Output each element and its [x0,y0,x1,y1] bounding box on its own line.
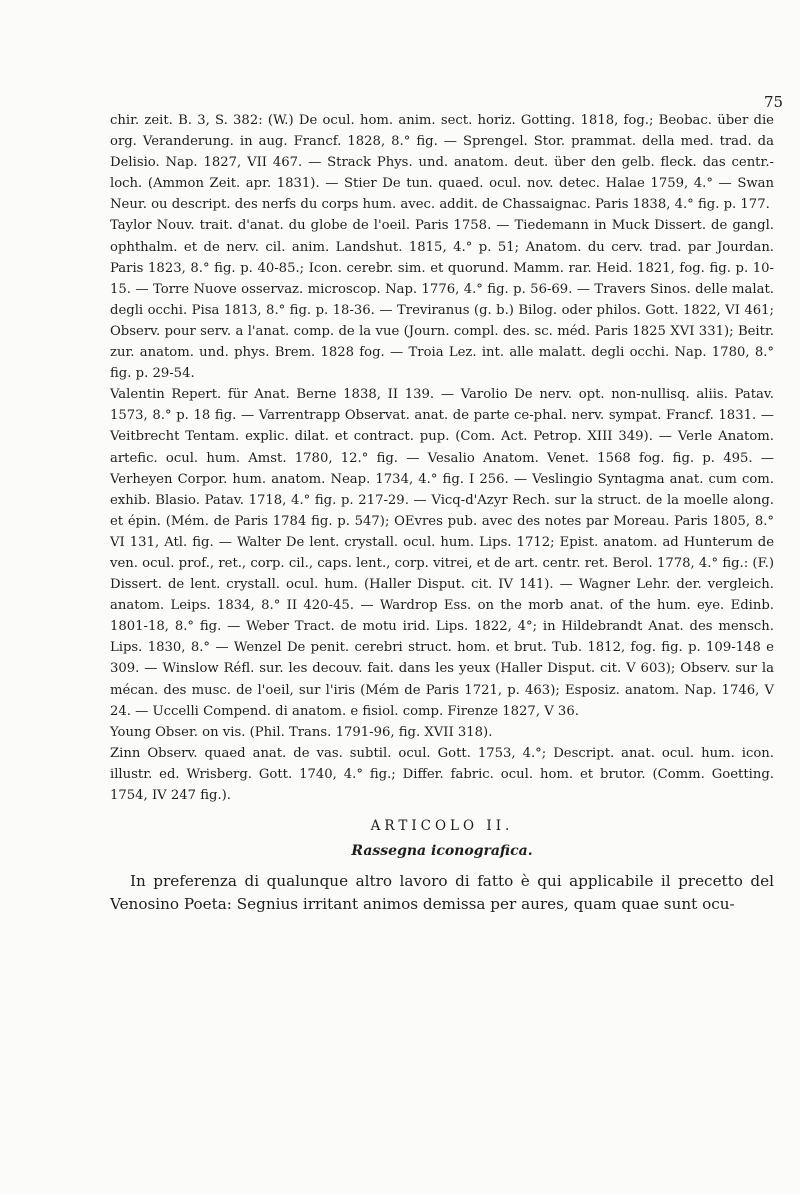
page-body [110,110,774,916]
bibliography-block-4: Young Obser. on vis. (Phil. Trans. 1791-96, fig. XVII 318). [110,724,493,740]
page-number: 75 [764,93,784,111]
article-heading: ARTICOLO II. [370,818,514,835]
bibliography-block-5: Zinn Observ. quaed anat. de vas. subtil. ocul. Gott. 1753, 4.°; Descript. anat. ocul. hum. icon. illustr. ed. Wrisberg. Gott. 1740, 4.° fig.; Differ. fabric. ocul. hom. et brutor. (Comm. Goetting. 1754, IV 247 fig.). [110,745,774,803]
bibliography-block-3: Valentin Repert. für Anat. Berne 1838, II 139. — Varolio De nerv. opt. non-nullisq. aliis. Patav. 1573, 8.° p. 18 fig. — Varrentrapp Observat. anat. de parte ce-phal. nerv. sympat. Francf. 1831. — Veitbrecht Tentam. explic. dilat. et contract. pup. (Com. Act. Petrop. XIII 349). — Verle Anatom. artefic. ocul. hum. Amst. 1780, 12.° fig. — Vesalio Anatom. Venet. 1568 fog. fig. p. 495. — Verheyen Corpor. hum. anatom. Neap. 1734, 4.° fig. I 256. — Veslingio Syntagma anat. cum com. exhib. Blasio. Patav. 1718, 4.° fig. p. 217-29. — Vicq-d'Azyr Rech. sur la struct. de la moelle along. et épin. (Mém. de Paris 1784 fig. p. 547); OEvres pub. avec des notes par Moreau. Paris 1805, 8.° VI 131, Atl. fig. — Walter De lent. crystall. ocul. hum. Lips. 1712; Epist. anatom. ad Hunterum de ven. ocul. prof., ret., corp. cil., caps. lent., corp. vitrei, et de art. centr. ret. Berol. 1778, 4.° fig.: (F.) Dissert. de lent. crystall. ocul. hum. (Haller Disput. cit. IV 141). — Wagner Lehr. der. vergleich. anatom. Leips. 1834, 8.° II 420-45. — Wardrop Ess. on the morb anat. of the hum. eye. Edinb. 1801-18, 8.° fig. — Weber Tract. de motu irid. Lips. 1822, 4°; in Hildebrandt Anat. des mensch. Lips. 1830, 8.° — Wenzel De penit. cerebri struct. hom. et brut. Tub. 1812, fog. fig. p. 109-148 e 309. — Winslow Réfl. sur. les decouv. fait. dans les yeux (Haller Disput. cit. V 603); Observ. sur la mécan. des musc. de l'oeil, sur l'iris (Mém de Paris 1721, p. 463); Esposiz. anatom. Nap. 1746, V 24. — Uccelli Compend. di anatom. e fisiol. comp. Firenze 1827, V 36. [110,387,774,719]
bibliography-block-1: chir. zeit. B. 3, S. 382: (W.) De ocul. hom. anim. sect. horiz. Gotting. 1818, fog.; Beobac. über die org. Veranderung. in aug. Francf. 1828, 8.° fig. — Sprengel. Stor. prammat. della med. trad. da Delisio. Nap. 1827, VII 467. — Strack Phys. und. anatom. deut. über den gelb. fleck. das centr.-loch. (Ammon Zeit. apr. 1831). — Stier De tun. quaed. ocul. nov. detec. Halae 1759, 4.° — Swan Neur. ou descript. des nerfs du corps hum. avec. addit. de Chassaignac. Paris 1838, 4.° fig. p. 177. [110,113,774,213]
article-subtitle: Rassegna iconografica. [351,843,533,860]
intro-paragraph: In preferenza di qualunque altro lavoro di fatto è qui applicabile il precetto del Venosino Poeta: Segnius irritant animos demissa per aures, quam quae sunt ocu- [110,872,774,914]
bibliography-block-2: Taylor Nouv. trait. d'anat. du globe de l'oeil. Paris 1758. — Tiedemann in Muck Dissert. de gangl. ophthalm. et de nerv. cil. anim. Landshut. 1815, 4.° p. 51; Anatom. du cerv. trad. par Jourdan. Paris 1823, 8.° fig. p. 40-85.; Icon. cerebr. sim. et quorund. Mamm. rar. Heid. 1821, fog. fig. p. 10-15. — Torre Nuove osservaz. microscop. Nap. 1776, 4.° fig. p. 56-69. — Travers Sinos. delle malat. degli occhi. Pisa 1813, 8.° fig. p. 18-36. — Treviranus (g. b.) Bilog. oder philos. Gott. 1822, VI 461; Observ. pour serv. a l'anat. comp. de la vue (Journ. compl. des. sc. méd. Paris 1825 XVI 331); Beitr. zur. anatom. und. phys. Brem. 1828 fog. — Troia Lez. int. alle malatt. degli occhi. Nap. 1780, 8.° fig. p. 29-54. [110,218,774,382]
